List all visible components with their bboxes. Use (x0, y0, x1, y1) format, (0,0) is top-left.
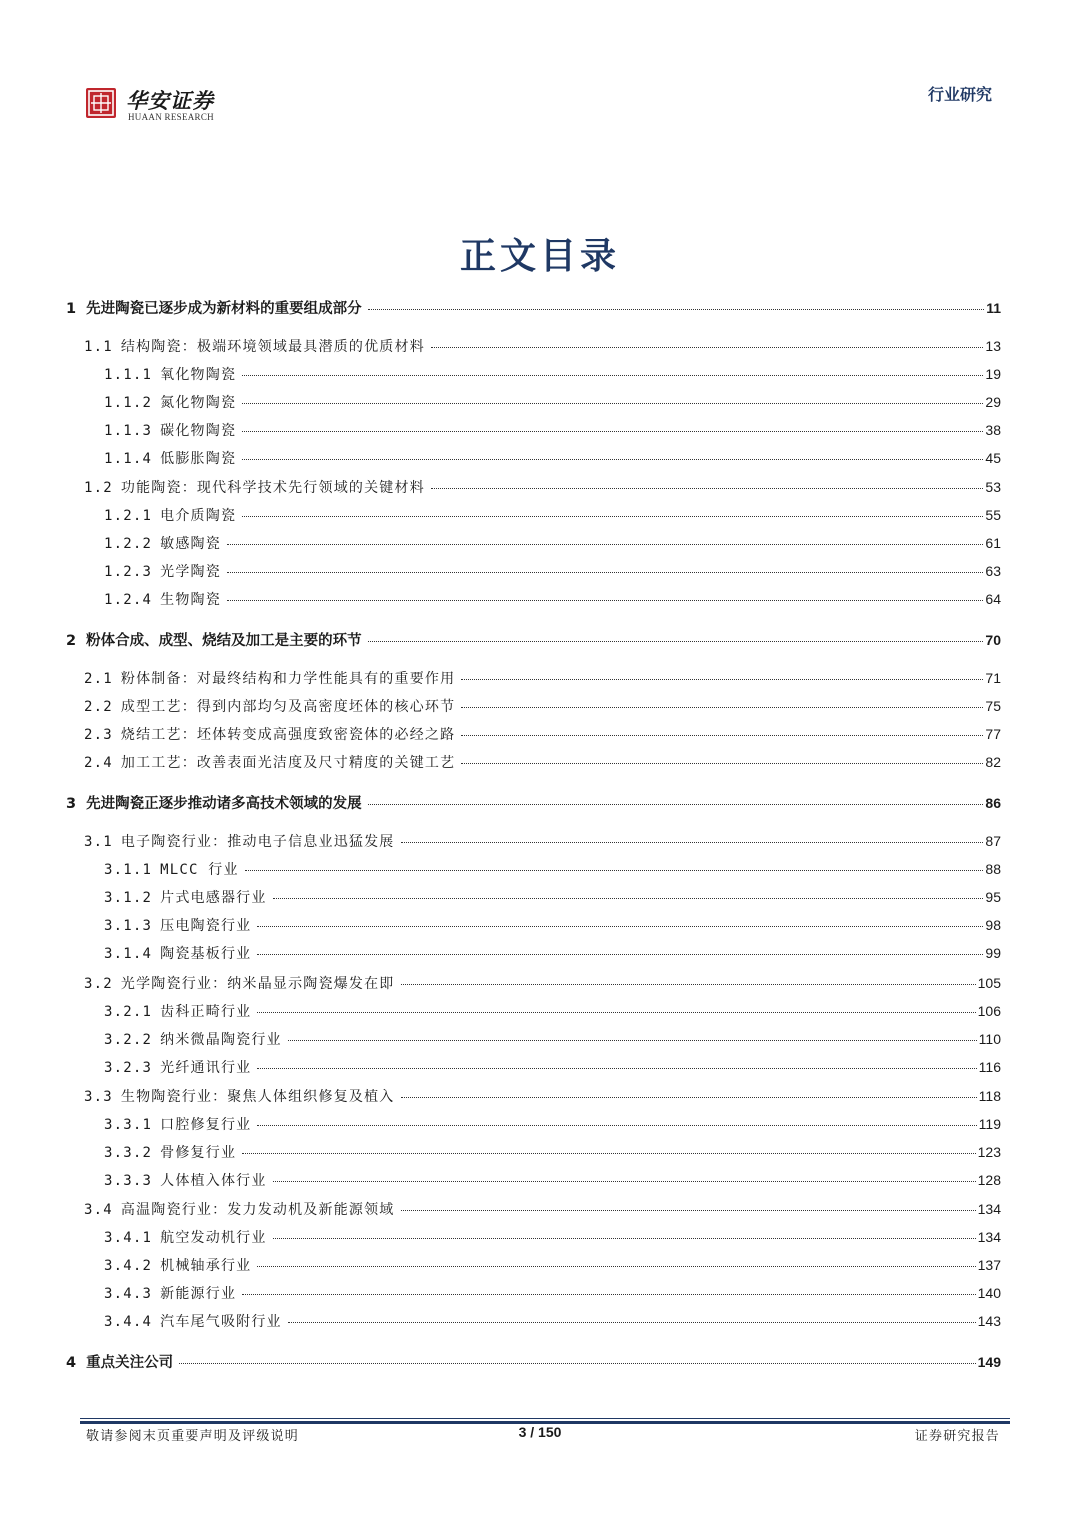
toc-entry-number: 3.1.3 (104, 918, 153, 934)
toc-entry-3-2[interactable] (84, 973, 1001, 993)
toc-dot-leader (179, 1363, 976, 1364)
toc-dot-leader (273, 898, 984, 899)
toc-entry-page: 106 (977, 1003, 1001, 1019)
toc-entry-number: 3 (66, 796, 77, 812)
toc-entry-page: 105 (977, 975, 1001, 991)
toc-entry-title: 光纤通讯行业 (160, 1060, 252, 1076)
toc-entry-3-3[interactable] (84, 1086, 1001, 1106)
toc-entry-3-4[interactable] (84, 1199, 1001, 1219)
toc-entry-page: 86 (985, 795, 1001, 811)
toc-entry-page: 19 (985, 366, 1001, 382)
toc-entry-number: 4 (66, 1355, 77, 1371)
toc-entry-title: 压电陶瓷行业 (160, 918, 252, 934)
toc-entry-2-2[interactable] (84, 696, 1001, 716)
toc-entry-3-1[interactable] (84, 831, 1001, 851)
toc-entry-title: 氧化物陶瓷 (160, 367, 237, 383)
toc-entry-page: 11 (986, 300, 1001, 316)
toc-entry-number: 3.4.1 (104, 1230, 153, 1246)
toc-entry-page: 77 (985, 726, 1001, 742)
toc-entry-3-4-1[interactable] (104, 1227, 1001, 1247)
toc-entry-title: 高温陶瓷行业：发力发动机及新能源领域 (120, 1202, 395, 1218)
toc-entry-number: 3.1 (84, 834, 113, 850)
toc-entry-title: 光学陶瓷 (160, 564, 221, 580)
toc-entry-1-1-2[interactable] (104, 392, 1001, 412)
toc-entry-3-1-4[interactable] (104, 943, 1001, 963)
footer-disclaimer: 敬请参阅末页重要声明及评级说明 (86, 1429, 300, 1444)
toc-entry-page: 88 (985, 861, 1001, 877)
toc-entry-page: 140 (977, 1285, 1001, 1301)
toc-entry-3-1-3[interactable] (104, 915, 1001, 935)
toc-entry-3-1-2[interactable] (104, 887, 1001, 907)
toc-entry-number: 2.2 (84, 699, 113, 715)
toc-entry-number: 3.2 (84, 976, 113, 992)
report-type: 行业研究 (927, 85, 992, 104)
toc-entry-title: 陶瓷基板行业 (160, 946, 252, 962)
toc-entry-number: 3.1.4 (104, 946, 153, 962)
toc-entry-title: 氮化物陶瓷 (160, 395, 237, 411)
toc-entry-3-2-3[interactable] (104, 1057, 1001, 1077)
toc-entry-number: 2 (66, 633, 77, 649)
toc-entry-1-2-3[interactable] (104, 561, 1001, 581)
toc-entry-number: 1 (66, 301, 77, 317)
toc-entry-number: 2.4 (84, 755, 113, 771)
toc-entry-number: 1.1.4 (104, 451, 153, 467)
brand-name-en: HUAAN RESEARCH (128, 112, 214, 122)
toc-entry-page: 134 (977, 1229, 1001, 1245)
toc-entry-page: 38 (985, 422, 1001, 438)
toc-entry-title: 生物陶瓷 (160, 592, 221, 608)
toc-dot-leader (401, 1210, 976, 1211)
toc-entry-page: 128 (977, 1172, 1001, 1188)
toc-entry-number: 3.3.1 (104, 1117, 153, 1133)
toc-entry-title: 敏感陶瓷 (160, 536, 221, 552)
toc-entry-page: 55 (985, 507, 1001, 523)
toc-dot-leader (431, 347, 984, 348)
toc-entry-title: 先进陶瓷正逐步推动诸多高技术领域的发展 (86, 796, 362, 812)
toc-entry-number: 3.3 (84, 1089, 113, 1105)
toc-entry-1[interactable] (66, 297, 1001, 318)
toc-entry-page: 75 (985, 698, 1001, 714)
toc-dot-leader (368, 309, 985, 310)
toc-entry-number: 2.3 (84, 727, 113, 743)
toc-dot-leader (461, 707, 983, 708)
toc-entry-page: 99 (985, 945, 1001, 961)
toc-entry-title: 机械轴承行业 (160, 1258, 252, 1274)
toc-entry-title: 功能陶瓷：现代科学技术先行领域的关键材料 (120, 480, 425, 496)
toc-entry-3-4-3[interactable] (104, 1283, 1001, 1303)
toc-entry-page: 29 (985, 394, 1001, 410)
toc-entry-3-1-1[interactable] (104, 859, 1001, 879)
toc-dot-leader (257, 1012, 975, 1013)
toc-entry-title: 汽车尾气吸附行业 (160, 1314, 282, 1330)
toc-dot-leader (242, 403, 983, 404)
toc-entry-1-1-3[interactable] (104, 420, 1001, 440)
toc-entry-title: 粉体制备：对最终结构和力学性能具有的重要作用 (120, 671, 456, 687)
toc-dot-leader (461, 679, 983, 680)
toc-entry-number: 3.3.2 (104, 1145, 153, 1161)
toc-entry-title: 电子陶瓷行业：推动电子信息业迅猛发展 (120, 834, 395, 850)
toc-dot-leader (368, 804, 984, 805)
toc-entry-page: 64 (985, 591, 1001, 607)
toc-entry-title: 片式电感器行业 (160, 890, 267, 906)
footer-divider (80, 1418, 1010, 1419)
toc-entry-number: 1.1.3 (104, 423, 153, 439)
toc-entry-2[interactable] (66, 629, 1001, 650)
page-title: 正文目录 (459, 235, 620, 277)
toc-entry-number: 3.3.3 (104, 1173, 153, 1189)
toc-entry-number: 1.1 (84, 339, 113, 355)
toc-entry-title: 航空发动机行业 (160, 1230, 267, 1246)
toc-dot-leader (461, 763, 983, 764)
toc-dot-leader (461, 735, 983, 736)
toc-entry-title: 先进陶瓷已逐步成为新材料的重要组成部分 (86, 301, 362, 317)
toc-entry-3-2-2[interactable] (104, 1029, 1001, 1049)
toc-entry-number: 3.1.2 (104, 890, 153, 906)
toc-entry-number: 3.2.3 (104, 1060, 153, 1076)
toc-entry-title: MLCC 行业 (160, 862, 239, 878)
toc-entry-title: 电介质陶瓷 (160, 508, 237, 524)
toc-entry-title: 结构陶瓷：极端环境领域最具潜质的优质材料 (120, 339, 425, 355)
toc-entry-title: 骨修复行业 (160, 1145, 237, 1161)
toc-entry-page: 123 (977, 1144, 1001, 1160)
toc-entry-number: 1.2.3 (104, 564, 153, 580)
toc-entry-title: 粉体合成、成型、烧结及加工是主要的环节 (86, 633, 362, 649)
toc-dot-leader (242, 516, 983, 517)
toc-dot-leader (401, 984, 976, 985)
toc-entry-title: 纳米微晶陶瓷行业 (160, 1032, 282, 1048)
toc-dot-leader (431, 488, 984, 489)
toc-dot-leader (288, 1322, 976, 1323)
footer-doc-type: 证券研究报告 (914, 1429, 1000, 1444)
toc-entry-page: 149 (977, 1354, 1001, 1370)
toc-entry-3-4-4[interactable] (104, 1311, 1001, 1331)
toc-entry-title: 生物陶瓷行业：聚焦人体组织修复及植入 (120, 1089, 395, 1105)
toc-dot-leader (273, 1181, 976, 1182)
toc-entry-page: 110 (978, 1031, 1001, 1047)
toc-entry-1-1-4[interactable] (104, 448, 1001, 468)
toc-dot-leader (227, 544, 983, 545)
toc-entry-page: 61 (985, 535, 1001, 551)
toc-entry-number: 1.2.4 (104, 592, 153, 608)
toc-entry-2-4[interactable] (84, 752, 1001, 772)
toc-dot-leader (242, 375, 983, 376)
toc-entry-title: 烧结工艺：坯体转变成高强度致密瓷体的必经之路 (120, 727, 456, 743)
toc-dot-leader (257, 1068, 976, 1069)
toc-dot-leader (242, 431, 983, 432)
toc-entry-page: 134 (977, 1201, 1001, 1217)
toc-entry-title: 成型工艺：得到内部均匀及高密度坯体的核心环节 (120, 699, 456, 715)
toc-entry-3[interactable] (66, 792, 1001, 813)
toc-entry-number: 2.1 (84, 671, 113, 687)
toc-entry-page: 63 (985, 563, 1001, 579)
toc-entry-1-2-1[interactable] (104, 505, 1001, 525)
toc-entry-page: 137 (977, 1257, 1001, 1273)
seal-icon (86, 88, 116, 118)
toc-entry-number: 3.4 (84, 1202, 113, 1218)
toc-entry-1-2-4[interactable] (104, 589, 1001, 609)
toc-entry-4[interactable] (66, 1351, 1001, 1372)
toc-entry-3-2-1[interactable] (104, 1001, 1001, 1021)
toc-entry-number: 1.1.2 (104, 395, 153, 411)
toc-dot-leader (227, 572, 983, 573)
toc-entry-page: 119 (978, 1116, 1001, 1132)
toc-entry-1-1[interactable] (84, 336, 1001, 356)
toc-entry-title: 加工工艺：改善表面光洁度及尺寸精度的关键工艺 (120, 755, 456, 771)
toc-dot-leader (288, 1040, 977, 1041)
toc-entry-number: 1.2.1 (104, 508, 153, 524)
toc-entry-page: 70 (985, 632, 1001, 648)
page-indicator: 3 / 150 (518, 1424, 562, 1440)
toc-entry-number: 3.2.1 (104, 1004, 153, 1020)
toc-entry-title: 新能源行业 (160, 1286, 237, 1302)
toc-entry-2-1[interactable] (84, 668, 1001, 688)
toc-entry-page: 53 (985, 479, 1001, 495)
toc-entry-number: 1.2 (84, 480, 113, 496)
toc-entry-title: 齿科正畸行业 (160, 1004, 252, 1020)
toc-entry-number: 3.4.3 (104, 1286, 153, 1302)
toc-dot-leader (242, 459, 983, 460)
toc-entry-number: 3.2.2 (104, 1032, 153, 1048)
toc-entry-1-2-2[interactable] (104, 533, 1001, 553)
toc-entry-page: 118 (978, 1088, 1001, 1104)
toc-entry-title: 口腔修复行业 (160, 1117, 252, 1133)
toc-entry-title: 碳化物陶瓷 (160, 423, 237, 439)
toc-dot-leader (257, 1125, 976, 1126)
toc-entry-number: 1.1.1 (104, 367, 153, 383)
toc-entry-page: 71 (985, 670, 1001, 686)
toc-entry-page: 143 (977, 1313, 1001, 1329)
toc-dot-leader (401, 1097, 977, 1098)
brand-name-cn: 华安证券 (126, 88, 214, 113)
toc-entry-page: 82 (985, 754, 1001, 770)
toc-dot-leader (245, 870, 984, 871)
toc-entry-page: 87 (985, 833, 1001, 849)
toc-entry-page: 116 (978, 1059, 1001, 1075)
toc-entry-3-3-2[interactable] (104, 1142, 1001, 1162)
toc-entry-3-3-3[interactable] (104, 1170, 1001, 1190)
toc-entry-3-4-2[interactable] (104, 1255, 1001, 1275)
toc-entry-1-2[interactable] (84, 477, 1001, 497)
toc-dot-leader (227, 600, 983, 601)
toc-dot-leader (368, 641, 984, 642)
toc-entry-number: 3.1.1 (104, 862, 153, 878)
toc-dot-leader (257, 954, 983, 955)
toc-entry-title: 低膨胀陶瓷 (160, 451, 237, 467)
toc-entry-number: 1.2.2 (104, 536, 153, 552)
toc-entry-title: 光学陶瓷行业：纳米晶显示陶瓷爆发在即 (120, 976, 395, 992)
toc-entry-page: 95 (985, 889, 1001, 905)
toc-entry-page: 13 (985, 338, 1001, 354)
toc-entry-page: 98 (985, 917, 1001, 933)
toc-entry-1-1-1[interactable] (104, 364, 1001, 384)
toc-entry-number: 3.4.4 (104, 1314, 153, 1330)
toc-dot-leader (257, 926, 983, 927)
toc-entry-number: 3.4.2 (104, 1258, 153, 1274)
toc-entry-3-3-1[interactable] (104, 1114, 1001, 1134)
toc-entry-2-3[interactable] (84, 724, 1001, 744)
toc-entry-title: 重点关注公司 (86, 1355, 174, 1371)
toc-entry-page: 45 (985, 450, 1001, 466)
toc-dot-leader (273, 1238, 976, 1239)
toc-dot-leader (257, 1266, 975, 1267)
toc-dot-leader (242, 1153, 975, 1154)
toc-entry-title: 人体植入体行业 (160, 1173, 267, 1189)
toc-dot-leader (401, 842, 984, 843)
toc-dot-leader (242, 1294, 975, 1295)
